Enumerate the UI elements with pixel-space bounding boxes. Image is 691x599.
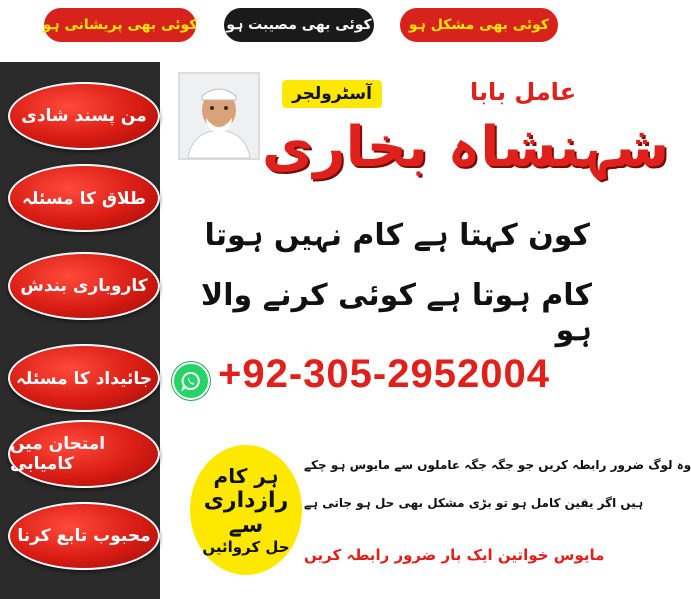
circle-line-2: رازداری سے [203, 488, 289, 538]
info-line-1: وہ لوگ ضرور رابطہ کریں جو جگہ جگہ عاملوں سے مایوس ہو چکے [304, 458, 691, 472]
phone-number[interactable]: +92-305-2952004 [218, 352, 550, 396]
secret-work-circle [190, 445, 302, 575]
top-label-difficulty: کوئی بھی مشکل ہو [398, 6, 560, 44]
circle-line-1: ہر کام [213, 464, 279, 488]
sidebar-item-divorce: طلاق کا مسئلہ [8, 164, 160, 232]
info-line-2: ہیں اگر یقین کامل ہو تو بڑی مشکل بھی حل ہو جاتی ہے [304, 496, 644, 510]
sidebar-item-love-marriage: من پسند شادی [8, 82, 160, 150]
portrait-photo [178, 72, 260, 160]
amil-label: عامل بابا [470, 78, 577, 106]
sidebar-item-beloved: محبوب تابع کرنا [8, 502, 160, 570]
circle-line-3: حل کروائیں [202, 538, 290, 556]
sidebar [0, 62, 160, 599]
sidebar-item-property: جائیداد کا مسئلہ [8, 344, 160, 412]
sidebar-item-business: کاروباری بندش [8, 252, 160, 320]
astrologer-badge: آسٹرولجر [282, 80, 382, 108]
slogan-line-1: کون کہتا ہے کام نہیں ہوتا [204, 218, 590, 253]
sidebar-item-exam: امتحان میں کامیابی [8, 420, 160, 488]
top-label-trouble: کوئی بھی مصیبت ہو [222, 6, 376, 44]
slogan-line-2: کام ہوتا ہے کوئی کرنے والا ہو [200, 278, 592, 348]
main-name: شہنشاہ بخاری [262, 115, 670, 180]
whatsapp-icon [172, 362, 210, 400]
info-line-3: مایوس خواتین ایک بار ضرور رابطہ کریں [304, 546, 605, 564]
top-label-worry: کوئی بھی پریشانی ہو [42, 6, 198, 44]
